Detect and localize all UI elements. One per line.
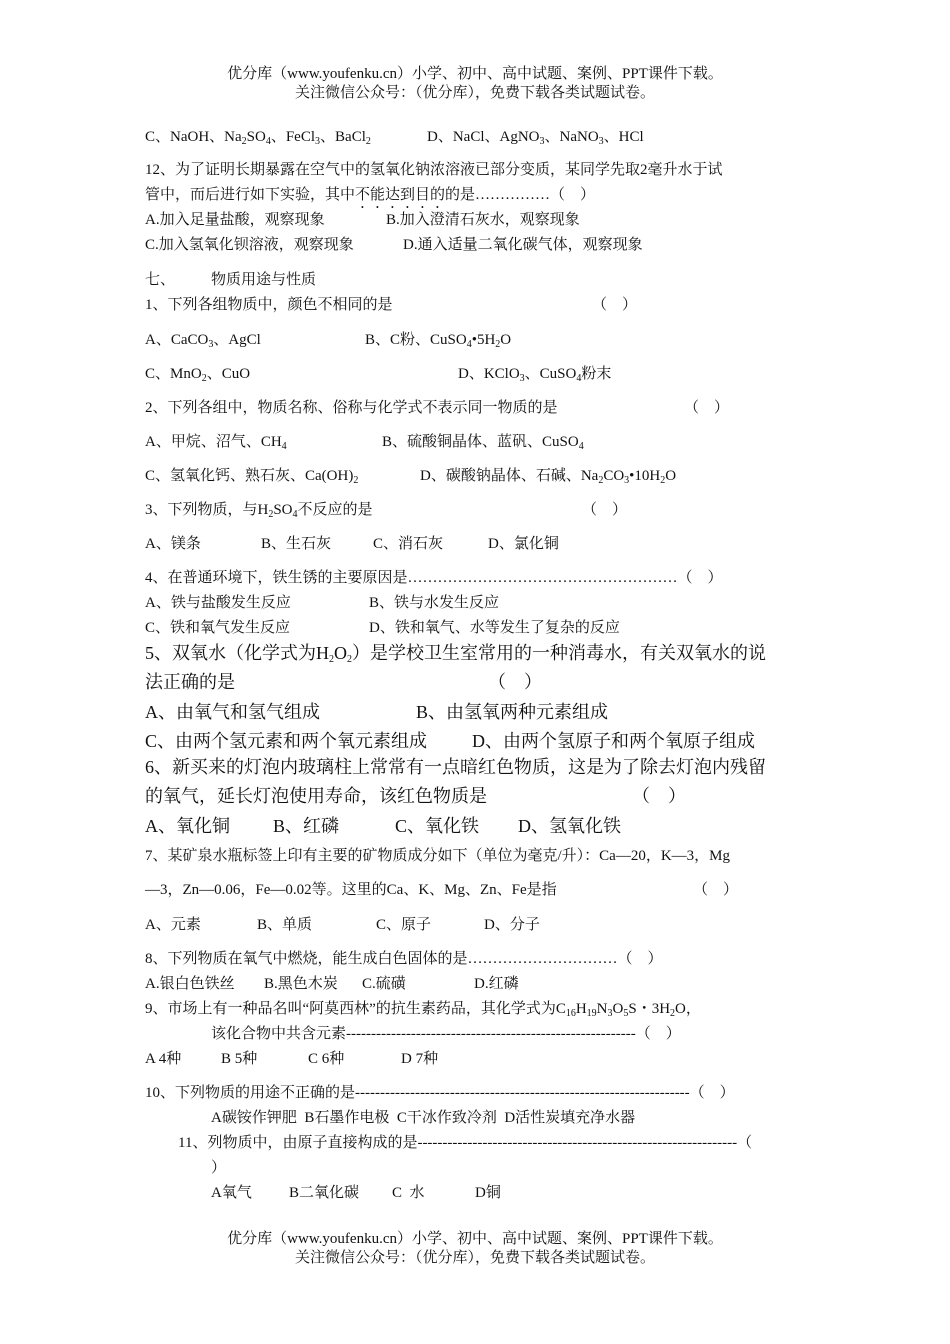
q12-stem-line-1: 12、为了证明长期暴露在空气中的氢氧化钠浓溶液已部分变质，某同学先取2毫升水于试 xyxy=(145,162,723,178)
q3-option-b: B、生石灰 xyxy=(261,536,332,552)
q3-stem: 3、下列物质，与$H_2SO_4$不反应的是 xyxy=(145,502,373,520)
q5-stem-line-2: 法正确的是 xyxy=(145,672,235,692)
q8-stem: 8、下列物质在氧气中燃烧，能生成白色固体的是…………………………（ ） xyxy=(145,951,663,967)
q12-emphasis: 不能达到目的 xyxy=(355,187,446,203)
q7-bracket: （ ） xyxy=(693,882,739,898)
q6-stem-line-1: 6、新买来的灯泡内玻璃柱上常常有一点暗红色物质，这是为了除去灯泡内残留 xyxy=(145,757,766,777)
q3-option-a: A、镁条 xyxy=(145,536,201,552)
q5-option-c: C、由两个氢元素和两个氧元素组成 xyxy=(145,731,428,751)
q4-option-b: B、铁与水发生反应 xyxy=(369,595,500,611)
q1-option-a: A、CaCO$_3$、AgCl xyxy=(145,332,261,350)
q8-option-a: A.银白色铁丝 xyxy=(145,976,235,992)
q2-option-c: C、氢氧化钙、熟石灰、$Ca(OH)_2$ xyxy=(145,468,359,486)
q4-option-d: D、铁和氧气、水等发生了复杂的反应 xyxy=(369,620,620,636)
q6-option-d: D、氢氧化铁 xyxy=(518,816,621,836)
q2-stem: 2、下列各组中，物质名称、俗称与化学式不表示同一物质的是 xyxy=(145,400,558,416)
q6-stem-line-2: 的氧气，延长灯泡使用寿命，该红色物质是 xyxy=(145,786,487,806)
q2-option-d: D、碳酸钠晶体、石碱、$Na_2CO_3•10H_2O$ xyxy=(420,468,677,486)
q2-option-a: A、甲烷、沼气、$CH_4$ xyxy=(145,434,287,452)
q6-option-b: B、红磷 xyxy=(273,816,340,836)
footer-line-1: 优分库（www.youfenku.cn）小学、初中、高中试题、案例、PPT课件下载。 xyxy=(227,1231,723,1247)
q2-option-b: B、硫酸铜晶体、蓝矾、CuSO$_4$ xyxy=(382,434,584,452)
q7-option-a: A、元素 xyxy=(145,917,201,933)
q10-stem: 10、下列物质的用途不正确的是-------------------------------------------------------------------（ ） xyxy=(145,1085,735,1101)
q6-bracket: （ ） xyxy=(632,786,686,806)
q11-stem-line-2: ） xyxy=(211,1160,227,1176)
section-number: 七、 xyxy=(145,272,176,288)
q8-option-b: B.黑色木炭 xyxy=(264,976,338,992)
q10-options: A碳铵作钾肥 B石墨作电极 C干冰作致冷剂 D活性炭填充净水器 xyxy=(211,1110,636,1126)
q9-stem-line-1: 9、市场上有一种品名叫“阿莫西林”的抗生素药品，其化学式为$C_{16}H_{19}N_3O_5S$・$3H_2O$， xyxy=(145,1001,701,1019)
q3-bracket: （ ） xyxy=(582,502,628,518)
q4-option-a: A、铁与盐酸发生反应 xyxy=(145,595,291,611)
q5-option-b: B、由氢氧两种元素组成 xyxy=(416,702,609,722)
q7-stem-line-2: —3，Zn—0.06，Fe—0.02等。这里的Ca、K、Mg、Zn、Fe是指 xyxy=(145,882,557,898)
q11-option-a: A氧气 xyxy=(211,1185,252,1201)
q5-stem-line-1: 5、双氧水（化学式为$H_2O_2$）是学校卫生室常用的一种消毒水，有关双氧水的说 xyxy=(145,643,766,665)
q3-option-c: C、消石灰 xyxy=(373,536,444,552)
prev-option-d: D、NaCl、AgNO$_3$、NaNO$_3$、HCl xyxy=(427,129,644,147)
q7-option-b: B、单质 xyxy=(257,917,313,933)
q12-option-b: B.加入澄清石灰水，观察现象 xyxy=(386,212,580,228)
q1-option-d: D、KClO$_3$、CuSO$_4$粉末 xyxy=(458,366,612,384)
q8-option-d: D.红磷 xyxy=(474,976,519,992)
q1-option-c: C、MnO$_2$、CuO xyxy=(145,366,251,384)
q9-option-d: D 7种 xyxy=(401,1051,439,1067)
q5-option-a: A、由氧气和氢气组成 xyxy=(145,702,320,722)
q9-option-b: B 5种 xyxy=(221,1051,258,1067)
q8-option-c: C.硫磺 xyxy=(362,976,406,992)
q11-option-c: C 水 xyxy=(392,1185,425,1201)
q6-option-c: C、氧化铁 xyxy=(395,816,480,836)
q12-stem-line-2: 管中，而后进行如下实验，其中不能达到目的的是……………（ ） xyxy=(145,187,596,203)
q4-stem: 4、在普通环境下，铁生锈的主要原因是………………………………………………（ ） xyxy=(145,570,723,586)
q5-option-d: D、由两个氢原子和两个氧原子组成 xyxy=(472,731,755,751)
q11-option-b: B二氧化碳 xyxy=(289,1185,360,1201)
section-title: 物质用途与性质 xyxy=(211,272,317,288)
q6-option-a: A、氧化铜 xyxy=(145,816,230,836)
q7-option-d: D、分子 xyxy=(484,917,540,933)
q12-option-c: C.加入氢氧化钡溶液，观察现象 xyxy=(145,237,354,253)
header-line-2: 关注微信公众号：（优分库），免费下载各类试题试卷。 xyxy=(294,85,655,101)
header-line-1: 优分库（www.youfenku.cn）小学、初中、高中试题、案例、PPT课件下载。 xyxy=(227,66,723,82)
q3-option-d: D、氯化铜 xyxy=(488,536,559,552)
q2-bracket: （ ） xyxy=(684,400,730,416)
prev-option-c: C、NaOH、$Na_2SO_4$、FeCl$_3$、BaCl$_2$ xyxy=(145,129,371,147)
q7-option-c: C、原子 xyxy=(376,917,432,933)
q1-bracket: （ ） xyxy=(592,297,638,313)
q5-bracket: （ ） xyxy=(488,672,542,692)
q4-option-c: C、铁和氧气发生反应 xyxy=(145,620,291,636)
q11-stem-line-1: 11、列物质中，由原子直接构成的是----------------------------------------------------------------（ xyxy=(178,1135,753,1151)
q9-stem-line-2: 该化合物中共含元素----------------------------------------------------------（ ） xyxy=(211,1026,681,1042)
q1-stem: 1、下列各组物质中，颜色不相同的是 xyxy=(145,297,393,313)
footer-line-2: 关注微信公众号：（优分库），免费下载各类试题试卷。 xyxy=(294,1250,655,1266)
q9-option-a: A 4种 xyxy=(145,1051,182,1067)
q12-option-a: A.加入足量盐酸，观察现象 xyxy=(145,212,325,228)
q9-option-c: C 6种 xyxy=(308,1051,345,1067)
q11-option-d: D铜 xyxy=(475,1185,501,1201)
q1-option-b: B、C粉、$CuSO_4•5H_2O$ xyxy=(365,332,512,350)
q7-stem-line-1: 7、某矿泉水瓶标签上印有主要的矿物质成分如下（单位为毫克/升）：Ca—20，K—3，Mg xyxy=(145,848,731,864)
q12-option-d: D.通入适量二氧化碳气体，观察现象 xyxy=(403,237,643,253)
